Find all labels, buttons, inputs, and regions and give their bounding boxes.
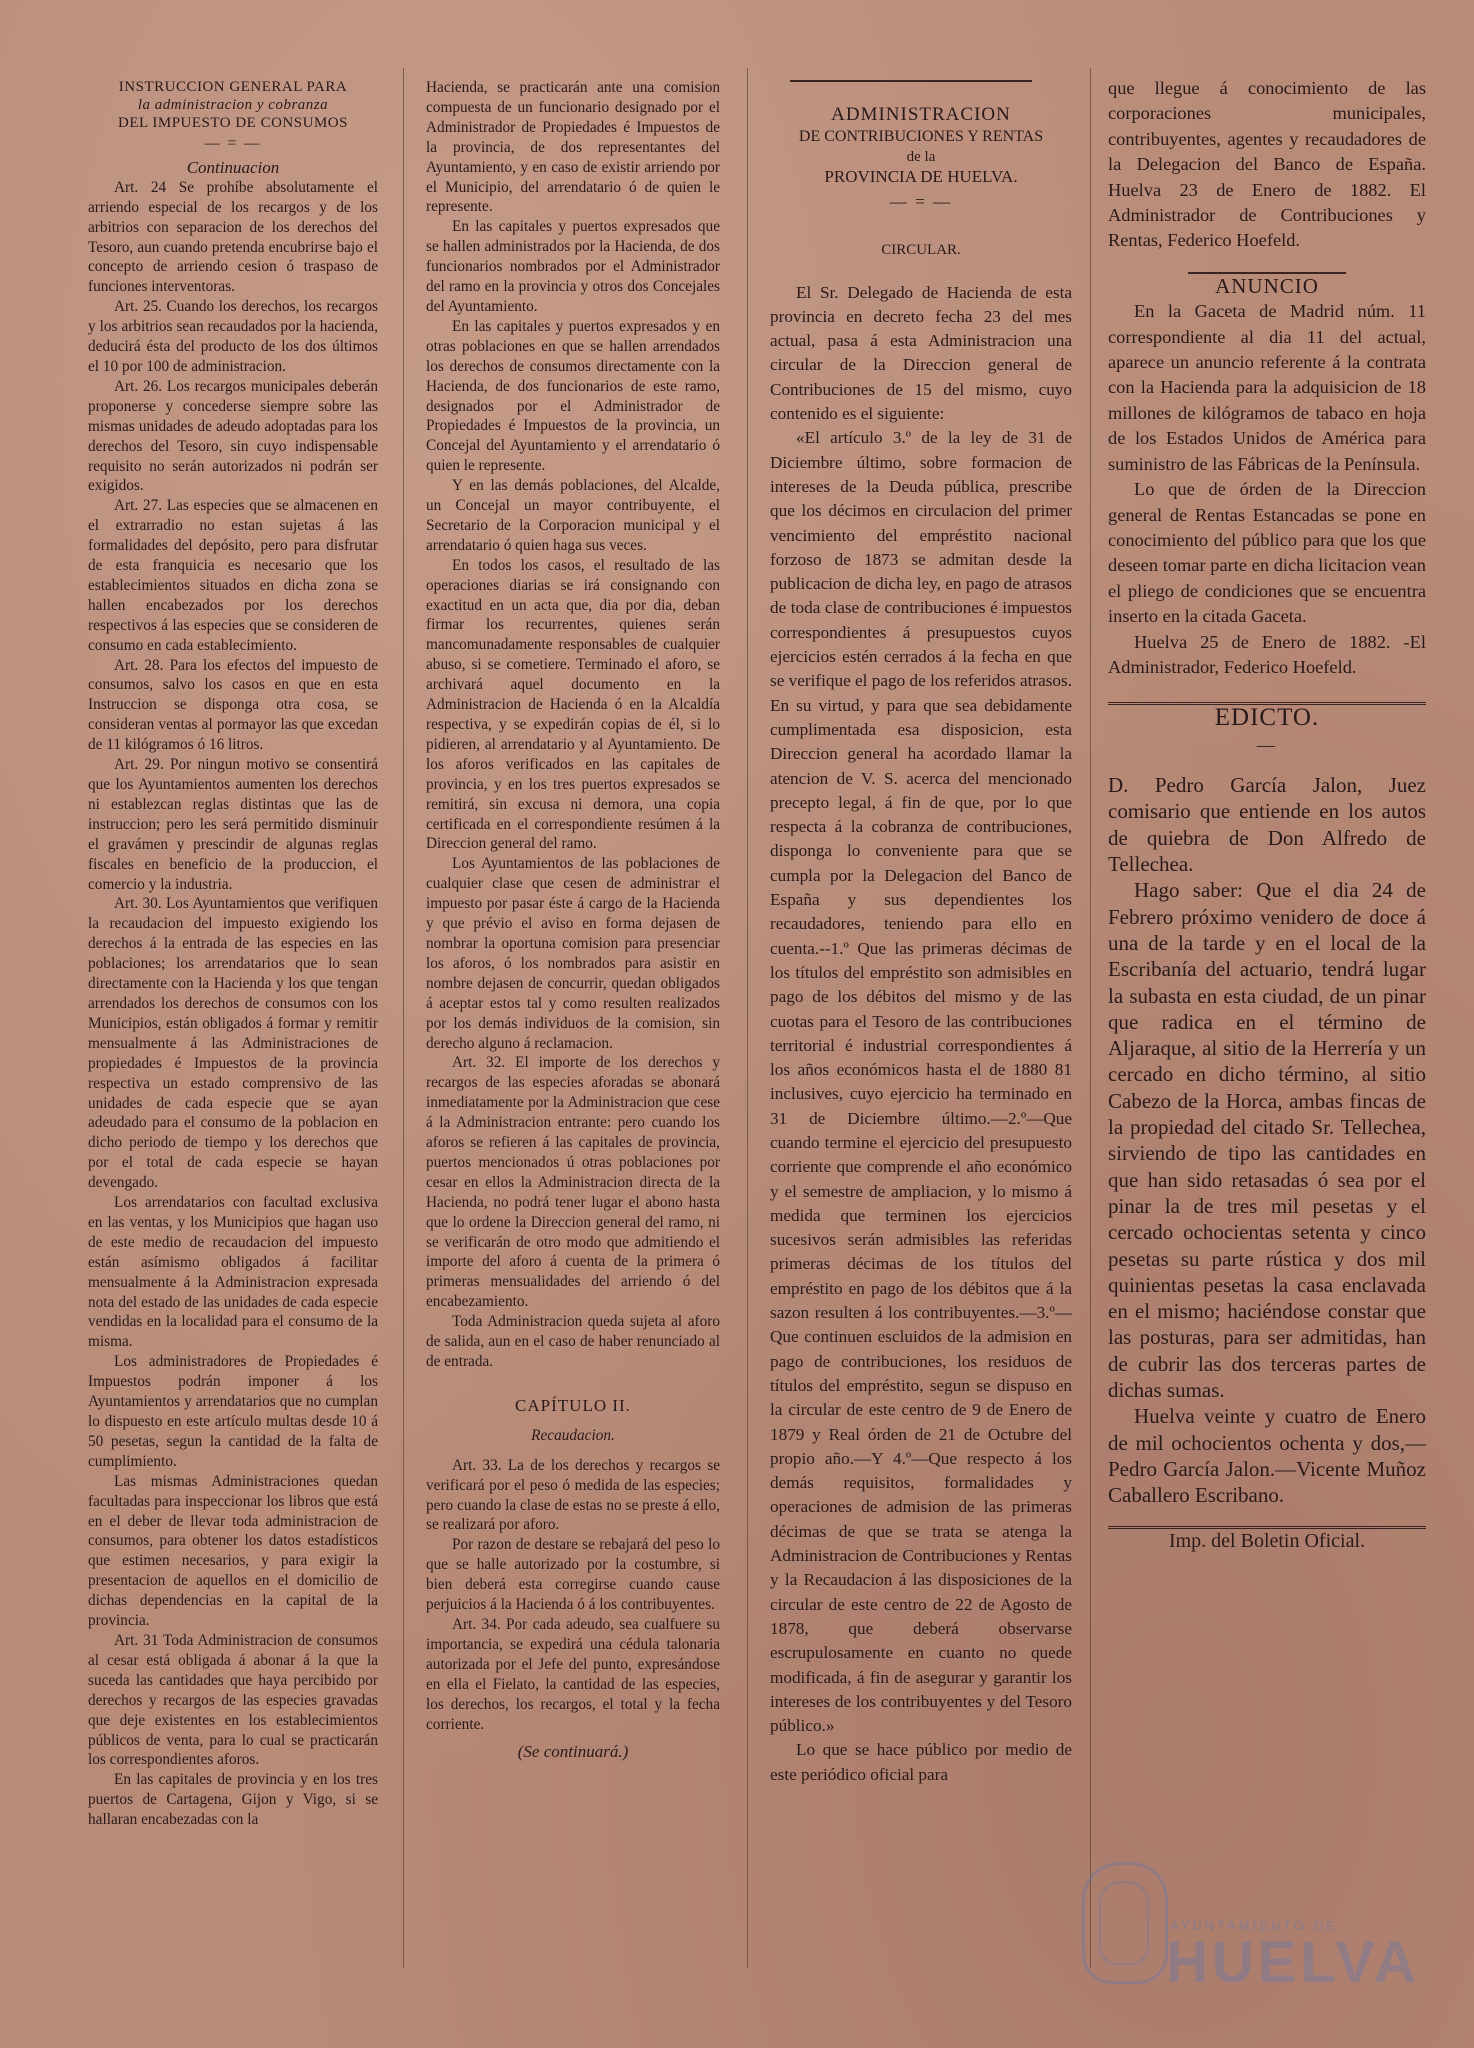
continuation-label: Continuacion (186, 157, 280, 177)
continues-note: (Se continuará.) (517, 1742, 629, 1762)
article-paragraph: En las capitales y puertos expresados que se hallen administrados por la Hacienda, de dos funcionarios nombrados por el Administrador del ramo en la provincia y otros dos Concejales del Ayuntamiento. (426, 218, 720, 315)
article-paragraph: En las capitales de provincia y en los tres puertos de Cartagena, Gijon y Vigo, si se hallaran encabezadas con la (88, 1771, 378, 1829)
watermark-huelva: HUELVA (1166, 1930, 1420, 1995)
notice-continuation: que llegue á conocimiento de las corporaciones municipales, contribuyentes, agentes y recaudadores de la Delegacion del Banco de España. Huelva 23 de Enero de 1882. El Administrador de Contribuciones y Rentas, Federico Hoefeld. (1108, 78, 1426, 251)
anuncio-paragraph: Huelva 25 de Enero de 1882. -El Administrador, Federico Hoefeld. (1108, 631, 1426, 677)
instruccion-subtitle: la administracion y cobranza (137, 97, 329, 113)
article-paragraph: En las capitales y puertos expresados y en otras poblaciones en que se hallen arrendados los derechos de consumos directamente con la Hacienda, de dos funcionarios de este ramo, designados por el Administrador de Propiedades é Impuestos de la provincia, un Concejal del Ayuntamiento y el arrendatario ó quien le represente. (426, 317, 720, 475)
instruccion-title-2: DEL IMPUESTO DE CONSUMOS (118, 115, 348, 131)
article-paragraph: Art. 33. La de los derechos y recargos se verificará por el peso ó medida de las especies; pero cuando la clase de estas no se preste á ello, se realizará por aforo. (426, 1456, 720, 1534)
anuncio-paragraph: En la Gaceta de Madrid núm. 11 correspondiente al dia 11 del actual, aparece un anuncio referente á la contrata con la Hacienda para la adquisicion de 18 millones de kilógramos de tabaco en hoja de los Estados Unidos de América para suministro de las Fábricas de la Península. (1108, 301, 1426, 474)
article-paragraph: Por razon de destare se rebajará del peso lo que se halle autorizado por la costumbre, si bien deberá esta corregirse cuando cause perjuicios á la Hacienda ó á los contribuyentes. (426, 1536, 720, 1614)
edicto-paragraph: Huelva veinte y cuatro de Enero de mil ochocientos ochenta y dos,—Pedro García Jalon.—Vicente Muñoz Caballero Escribano. (1108, 1404, 1426, 1508)
edicto-paragraph: Hago saber: Que el dia 24 de Febrero próximo venidero de doce á una de la tarde y en el local de la Escribanía del actuario, tendrá lugar la subasta en esta ciudad, de un pinar que radica en el término de Aljaraque, al sitio de la Herrería y un cercado en dicho término, al sitio Cabezo de la Horca, ambas fincas de la propiedad del citado Sr. Tellechea, sirviendo de tipo las cantidades en que han sido retasadas ó sea por el pinar la de tres mil pesetas y el cercado ochocientas setenta y cinco pesetas su parte rústica y dos mil quinientas pesetas la casa enclavada en el mismo; haciéndose constar que las posturas, para ser admitidas, han de cubrir las dos terceras partes de dichas sumas. (1108, 878, 1426, 1402)
imprint: Imp. del Boletin Oficial. (1168, 1530, 1366, 1553)
administracion-of: de la (906, 149, 936, 165)
column-2 (426, 78, 720, 1762)
edicto-body (1108, 772, 1426, 1508)
article-paragraph: Los administradores de Propiedades é Impuestos podrán imponer á los Ayuntamientos y arrendatarios que no cumplan lo dispuesto en este artículo multas desde 10 á 50 pesetas, segun la cantidad de la falta de cumplimiento. (88, 1353, 378, 1470)
article-paragraph: Art. 26. Los recargos municipales deberán proponerse y concederse siempre sobre las mismas unidades de adeudo adoptadas para los derechos del Tesoro, sin cuyo indispensable requisito no serán autorizados ni podrán ser exigidos. (88, 377, 378, 495)
article-paragraph: En todos los casos, el resultado de las operaciones diarias se irá consignando con exactitud en un acta que, dia por dia, deban firmar los recurrentes, quienes serán mancomunadamente responsables de cualquier abuso, si se cometiere. Terminado el aforo, se archivará aquel documento en la Administracion de Hacienda ó en la Alcaldía respectiva, y se expedirán copias de él, si lo pidieren, al arrendatario y al Ayuntamiento. De los aforos verificados en las capitales de provincia, y en los tres puertos expresados se remitirá, sin excusa ni demora, una copia certificada en el correspondiente resúmen á la Direccion general del ramo. (426, 556, 720, 853)
chapter-title: CAPÍTULO II. (515, 1395, 631, 1415)
article-paragraph: Art. 25. Cuando los derechos, los recargos y los arbitrios sean recaudados por la hacienda, deducirá ésta del producto de los dos últimos el 10 por 100 de administracion. (88, 298, 378, 375)
article-paragraph: Art. 30. Los Ayuntamientos que verifiquen la recaudacion del impuesto exigiendo los derechos á la entrada de las especies en las poblaciones; los arrendatarios que lo sean directamente con la Hacienda y los que tengan arrendados los derechos de consumos con los Municipios, están obligados á formar y remitir mensualmente á las Administraciones de propiedades é Impuestos de la provincia respectiva un estado comprensivo de las unidades de cada especie que se ayan adeudado para el consumo de la poblacion en dicho periodo de tiempo y los derechos que por el total de cada especie se hayan devengado. (88, 895, 378, 1192)
article-paragraph: Art. 27. Las especies que se almacenen en el extrarradio no estan sujetas á las formalidades del depósito, pero para disfrutar de esta franquicia es necesario que los establecimientos situados en dicha zona se hallen encabezados por los derechos respectivos á las especies que se consideren de consumo en cada establecimiento. (88, 497, 378, 654)
article-paragraph: Art. 34. Por cada adeudo, sea cualfuere su importancia, se expedirá una cédula talonaria autorizada por el Jefe del punto, expresándose en ella el Fielato, la cantidad de las especies, los derechos, los recargos, el total y la fecha corriente. (426, 1615, 720, 1733)
circular-label: CIRCULAR. (881, 242, 961, 259)
coat-of-arms-watermark (1082, 1862, 1168, 1984)
article-paragraph: Las mismas Administraciones quedan facultadas para inspeccionar los libros que está en el deber de llevar toda administracion de consumos, para obtener los datos estadísticos que estimen necesarios, y para exigir la presentacion de aquellos en el domicilio de dichas dependencias en la capital de la provincia. (88, 1472, 378, 1630)
article-paragraph: Art. 24 Se prohíbe absolutamente el arriendo especial de los recargos y de los arbitrios con separacion de los derechos del Tesoro, aun cuando pretenda encubrirse bajo el concepto de arriendo cesion ó traspaso de funciones interventoras. (88, 178, 378, 296)
article-paragraph: Art. 28. Para los efectos del impuesto de consumos, salvo los casos en que en esta Instruccion se disponga otra cosa, se consideran ventas al pormayor las que excedan de 11 kilógramos ó 16 litros. (88, 656, 378, 754)
ornament-dash: — (1256, 734, 1278, 755)
column-1 (88, 78, 378, 1830)
article-paragraph: Art. 32. El importe de los derechos y recargos de las especies aforadas se abonará inmediatamente por la Administracion que cese á la Administracion entrante: pero cuando los aforos se refieren á las capitales de provincia, puertos mencionados ú otras poblaciones por cesar en ellos la Administracion directa de la Hacienda, no podrá tener lugar el abono hasta que lo ordene la Direccion general del ramo, ni se verificarán de otro modo que admitiendo el importe del aforo á cuenta de la primera ó primeras mensualidades del arriendo ó del encabezamiento. (426, 1054, 720, 1311)
administracion-province: PROVINCIA DE HUELVA. (824, 167, 1018, 186)
watermark-small-text: AYUNTAMIENTO DE (1170, 1918, 1338, 1933)
edicto-paragraph: D. Pedro García Jalon, Juez comisario que entiende en los autos de quiebra de Don Alfredo de Tellechea. (1108, 773, 1426, 877)
article-paragraph: Art. 31 Toda Administracion de consumos al cesar está obligada á abonar á la que la suceda las cantidades que haya percibido por derechos y recargos de las especies gravadas que deje existentes en los establecimientos públicos de venta, para lo cual se practicarán los correspondientes aforos. (88, 1631, 378, 1769)
anuncio-title: ANUNCIO (1215, 273, 1319, 298)
edicto-title: EDICTO. (1214, 704, 1320, 732)
column-rule-3 (1090, 68, 1091, 1968)
column-rule-1 (403, 68, 404, 1968)
top-rule (790, 80, 1032, 82)
article-paragraph: Los arrendatarios con facultad exclusiva en las ventas, y los Municipios que hagan uso de este medio de recaudacion del impuesto están asímismo obligados á facilitar mensualmente á la Administracion expresada nota del estado de las unidades de cada especie vendidas en la localidad para el consumo de la misma. (88, 1194, 378, 1351)
chapter-subtitle: Recaudacion. (531, 1426, 615, 1444)
circular-paragraph: «El artículo 3.º de la ley de 31 de Diciembre último, sobre formacion de intereses de la Deuda pública, prescribe que los décimos en circulacion del primer vencimiento del empréstito nacional forzoso de 1873 se admitan desde la publicacion de dicha ley, en pago de atrasos de toda clase de contribuciones é impuestos correspondientes á presupuestos cuyos ejercicios estén cerrados á la fecha en que se verifique el pago de los referidos atrasos. En su virtud, y para que sea debidamente cumplimentada esa disposicion, esta Direccion general ha acordado llamar la atencion de V. S. acerca del mencionado precepto legal, á fin de que, por lo que respecta á la cobranza de contribuciones, disponga lo conveniente para que se cumpla por la Delegacion del Banco de España y sus dependientes los recaudadores, teniendo para ello en cuenta.--1.º Que las primeras décimas de los títulos del empréstito son admisibles en pago de los débitos del mismo y de las cuotas para el Tesoro de las contribuciones territorial é industrial correspondientes á los años económicos hasta el de 1880 81 inclusives, cuyo ejercicio ha terminado en 31 de Diciembre último.—2.º—Que cuando termine el ejercicio del presupuesto corriente que comprende el año económico y el semestre de ampliacion, y lo mismo á medida que terminen los ejercicios sucesivos serán admisibles las referidas primeras décimas de los títulos del empréstito en pago de los débitos que á la sazon resulten á los contribuyentes.—3.º—Que continuen escluidos de la admision en pago de contribuciones, los residuos de títulos del empréstito, segun se dispuso en la circular de este centro de 9 de Enero de 1879 y Real órden de 21 de Octubre del propio año.—Y 4.º—Que respecto á los demás requisitos, formalidades y operaciones de admision de las primeras décimas de que se trata se atenga la Administracion de Contribuciones y Rentas y la Recaudacion á las disposiciones de la circular de este centro de 22 de Agosto de 1878, que deberá observarse escrupulosamente en cuanto no quede modificada, á fin de asegurar y garantir los intereses de los contribuyentes y del Tesoro público.» (770, 428, 1072, 1736)
article-paragraph: Y en las demás poblaciones, del Alcalde, un Concejal un mayor contribuyente, el Secretario de la Corporacion municipal y el arrendatario ó quien haga sus veces. (426, 477, 720, 554)
column-rule-2 (747, 68, 748, 1968)
column-3 (770, 78, 1072, 1787)
anuncio-paragraph: Lo que de órden de la Direccion general de Rentas Estancadas se pone en conocimiento del público para que los que deseen tomar parte en dicha licitacion vean el pliego de condiciones que se encuentra inserto en la citada Gaceta. (1108, 479, 1426, 627)
ornament-dash: — = — (889, 192, 953, 211)
article-paragraph: Toda Administracion queda sujeta al aforo de salida, aun en el caso de haber renunciado al de entrada. (426, 1313, 720, 1370)
administracion-subtitle: DE CONTRIBUCIONES Y RENTAS (798, 128, 1044, 145)
column-4 (1108, 76, 1426, 1555)
article-paragraph: Los Ayuntamientos de las poblaciones de cualquier clase que cesen de administrar el impuesto por pasar éste á cargo de la Hacienda y que prévio el aviso en forma dejasen de nombrar la oportuna comision para presenciar los aforos, ó los nombrados para asistir en nombre dejasen de concurrir, quedan obligados á aceptar estos tal y como resulten realizados por los demás individuos de la comision, sin derecho alguno á reclamacion. (426, 855, 720, 1052)
ornament-dash: — = — (204, 135, 262, 152)
circular-paragraph: Lo que se hace público por medio de este periódico oficial para (770, 1740, 1072, 1784)
article-paragraph: Hacienda, se practicarán ante una comision compuesta de un funcionario designado por el Administrador de Propiedades é Impuestos de la provincia, de dos representantes del Ayuntamiento, y en caso de existir arriendo por el Municipio, del arrendatario ó de quien le represente. (426, 79, 720, 216)
administracion-title: ADMINISTRACION (831, 104, 1011, 125)
article-paragraph: Art. 29. Por ningun motivo se consentirá que los Ayuntamientos aumenten los derechos ni establezcan reglas distintas que las de instruccion; pero les será permitido disminuir el gravámen y prescindir de algunas reglas fiscales en beneficio de la produccion, el comercio y la industria. (88, 756, 378, 893)
circular-paragraph: El Sr. Delegado de Hacienda de esta provincia en decreto fecha 23 del mes actual, pasa á esta Administracion una circular de la Direccion general de Contribuciones de 15 del mismo, cuyo contenido es el siguiente: (770, 282, 1072, 424)
instruccion-title: INSTRUCCION GENERAL PARA (118, 79, 348, 95)
